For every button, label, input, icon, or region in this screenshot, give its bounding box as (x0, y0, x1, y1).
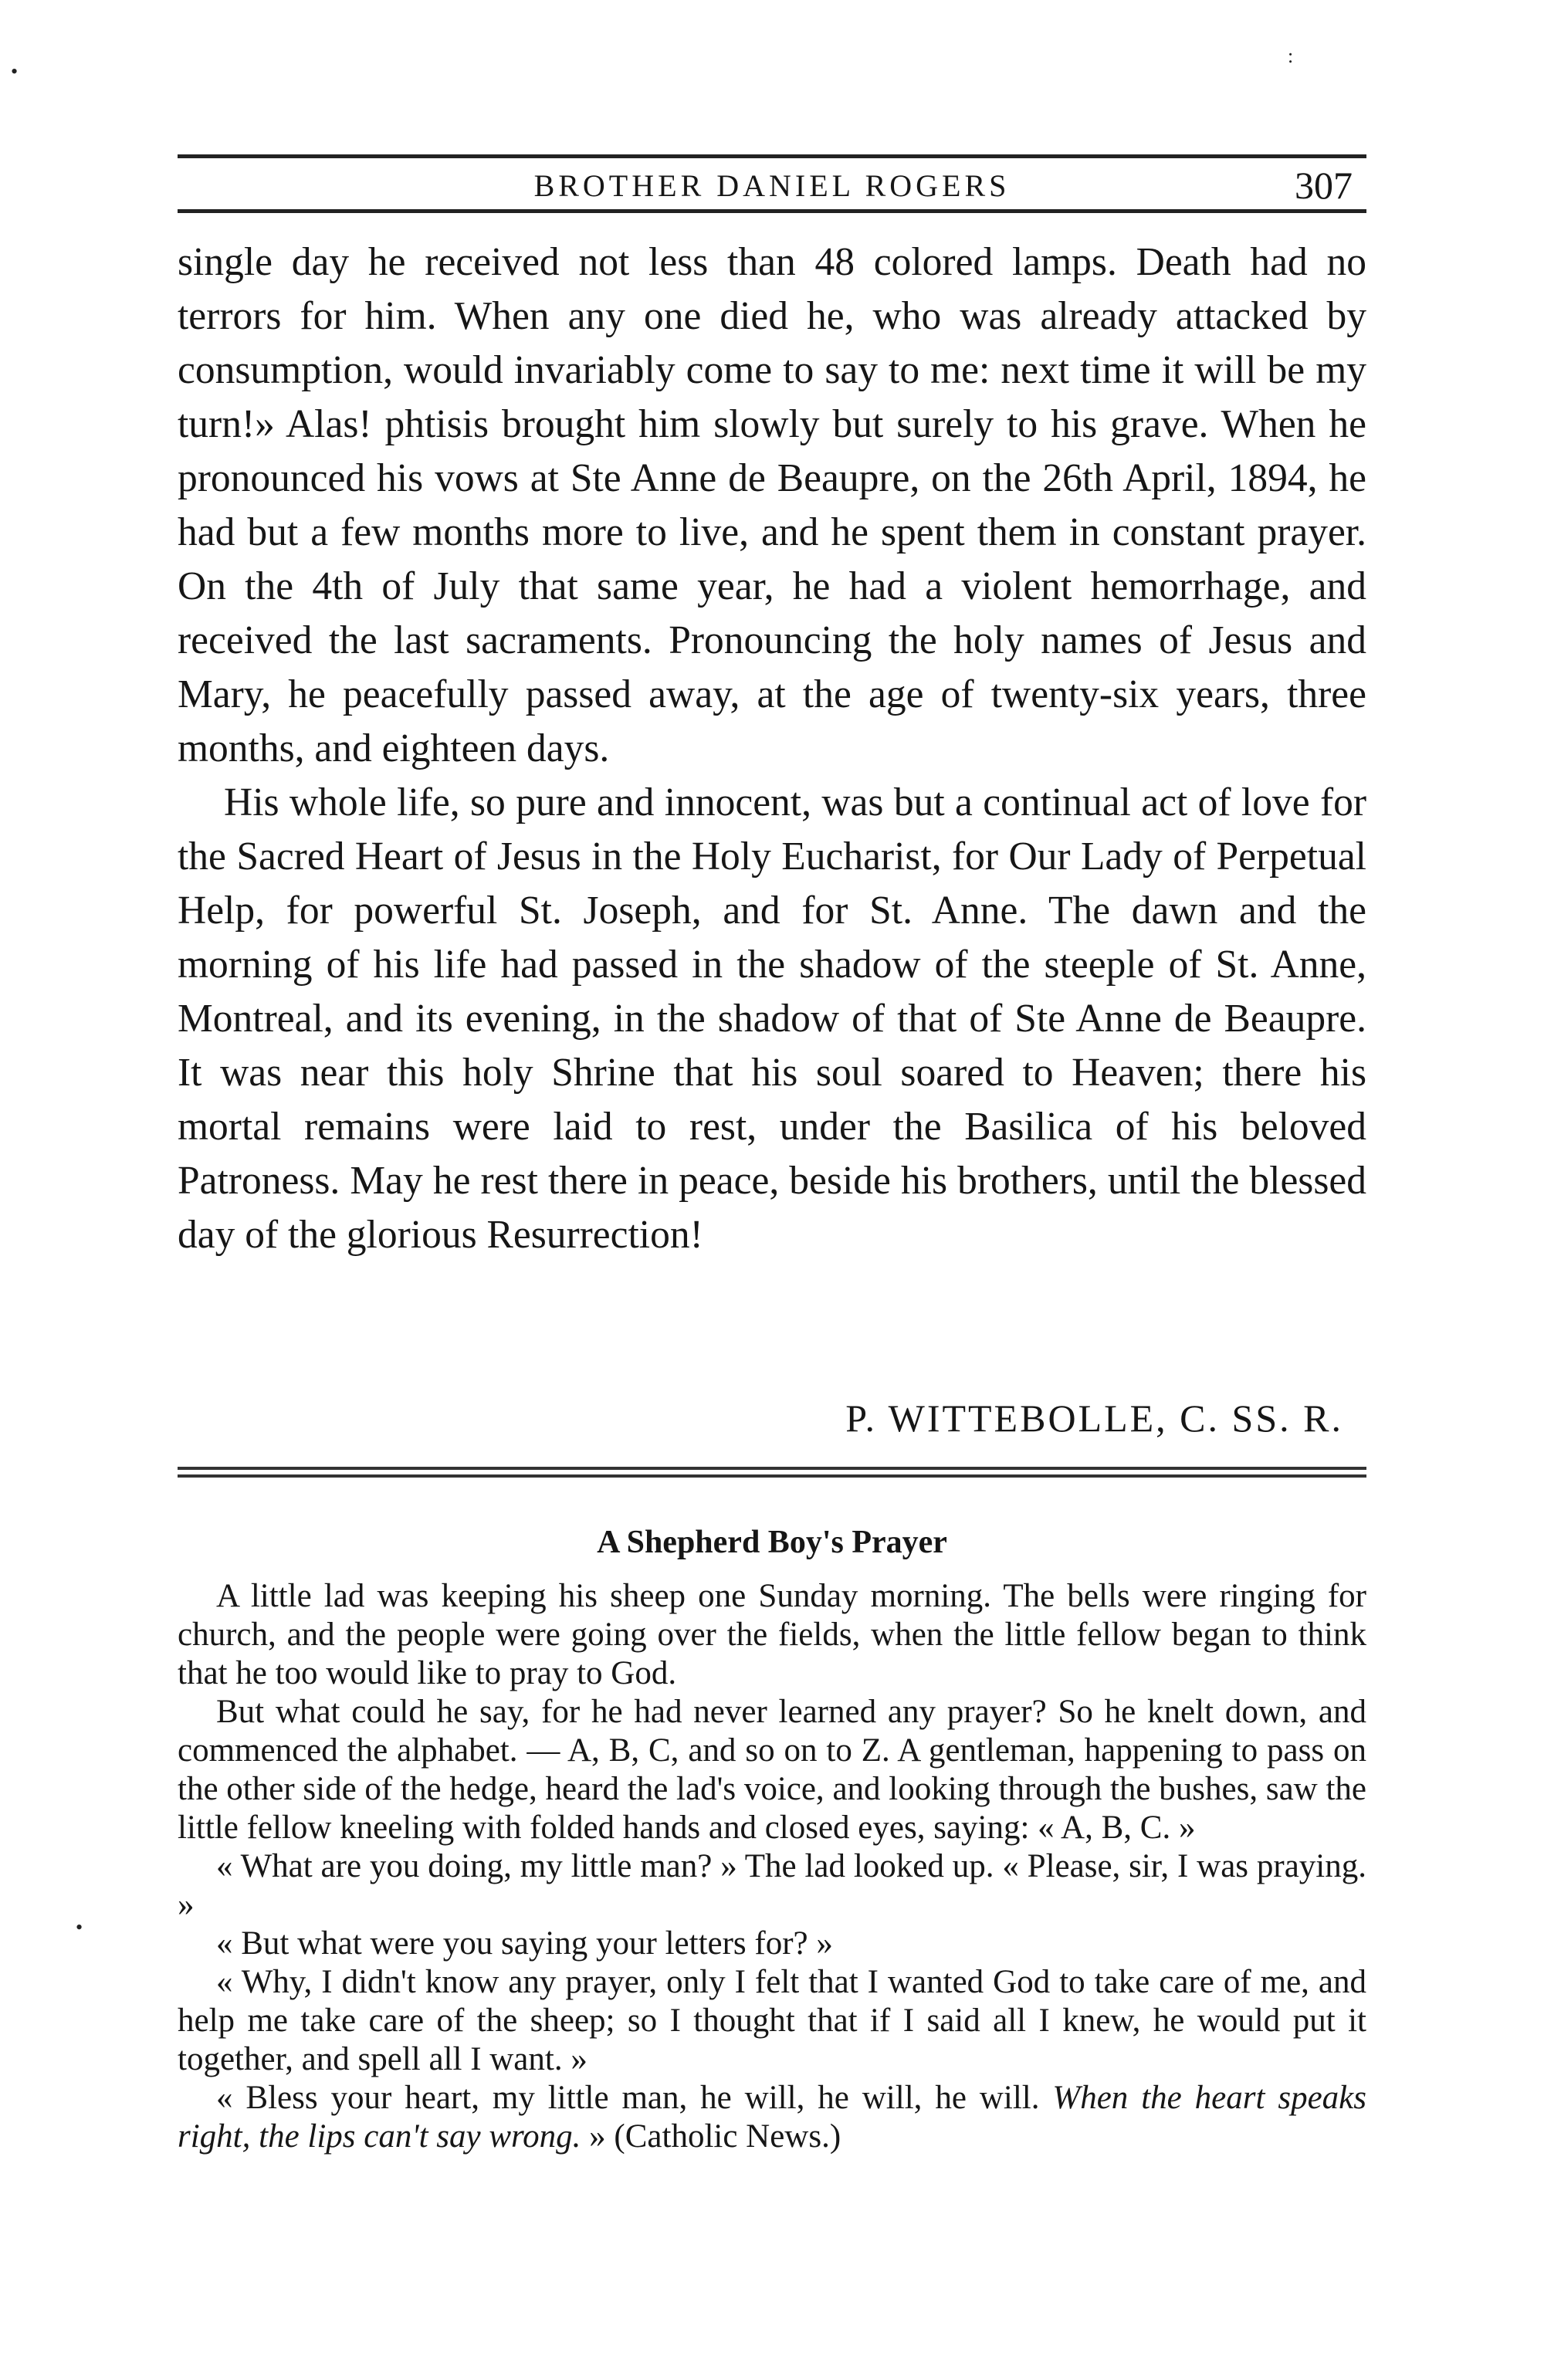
closing-italic: When the heart speaks right, the lips can't say wrong. (178, 2080, 1366, 2155)
running-header (178, 154, 1366, 213)
article-source: (Catholic News.) (614, 2118, 841, 2155)
body-paragraph: His whole life, so pure and innocent, was but a continual act of love for the Sacred Heart of Jesus in the Holy Eucharist, for Our Lady of Perpetual Help, for powerful St. Joseph, and for St. Anne. The dawn and the morning of his life had passed in the shadow of the steeple of St. Anne, Montreal, and its evening, in the shadow of that of Ste Anne de Beaupre. It was near this holy Shrine that his soul soared to Heaven; there his mortal remains were laid to rest, under the Basilica of his beloved Patroness. May he rest there in peace, beside his brothers, until the blessed day of the glorious Resurrection! (178, 780, 1366, 1257)
article-body (178, 1577, 1366, 2156)
closing-end: » (589, 2118, 606, 2155)
body-text (178, 235, 1366, 1262)
article-title: A Shepherd Boy's Prayer (597, 1525, 947, 1560)
body-paragraph: single day he received not less than 48 colored lamps. Death had no terrors for him. When any one died he, who was already attacked by consumption, would invariably come to say to me: next time it will be my turn!» Alas! phtisis brought him slowly but surely to his grave. When he pronounced his vows at Ste Anne de Beaupre, on the 26th April, 1894, he had but a few months more to live, and he spent them in constant prayer. On the 4th of July that same year, he had a violent hemorrhage, and received the last sacraments. Pronouncing the holy names of Jesus and Mary, he peacefully passed away, at the age of twenty-six years, three months, and eighteen days. (178, 240, 1366, 770)
running-title: BROTHER DANIEL ROGERS (533, 168, 1011, 203)
author-signature: P. WITTEBOLLE, C. SS. R. (845, 1397, 1343, 1440)
article-paragraph: « Why, I didn't know any prayer, only I felt that I wanted God to take care of me, and help me take care of the sheep; so I thought that if I said all I knew, he would put it together, and spell all I want. » (178, 1964, 1366, 2077)
article-paragraph: « But what were you saying your letters for? » (216, 1925, 833, 1962)
article-paragraph: But what could he say, for he had never learned any prayer? So he knelt down, and commenced the alphabet. — A, B, C, and so on to Z. A gentleman, happening to pass on the other side of the hedge, heard the lad's voice, and looking through the bushes, saw the little fellow kneeling with folded hands and closed eyes, saying: « A, B, C. » (178, 1694, 1366, 1846)
closing-quote: « Bless your heart, my little man, he will, he will, he will. (216, 2080, 1040, 2116)
section-divider (178, 1467, 1366, 1478)
article-closing (178, 2079, 1366, 2156)
article-paragraph: A little lad was keeping his sheep one Sunday morning. The bells were ringing for church, and the people were going over the fields, when the little fellow began to think that he too would like to pray to God. (178, 1578, 1366, 1691)
article-paragraph: « What are you doing, my little man? » The lad looked up. « Please, sir, I was praying. » (178, 1848, 1366, 1923)
page-number: 307 (1295, 164, 1353, 207)
header-rule-bottom (178, 209, 1366, 213)
